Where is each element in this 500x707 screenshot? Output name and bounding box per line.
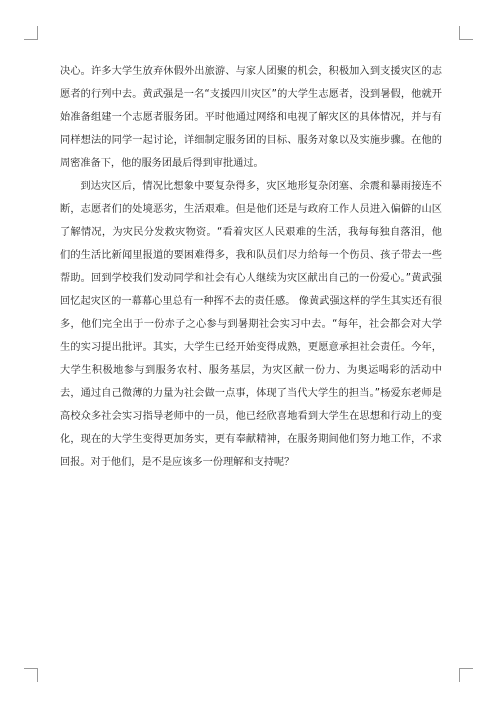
crop-mark-bottom-left [24,668,38,682]
crop-mark-top-right [459,26,473,40]
document-body [60,60,442,474]
crop-mark-top-left [24,26,38,40]
paragraph-2: 到达灾区后，情况比想象中要复杂得多，灾区地形复杂闭塞、余震和暴雨接连不断，志愿者们的处境恶劣，生活艰难。但是他们还是与政府工作人员进入偏僻的山区了解情况，为灾民分发救灾物资。“看着灾区人民艰难的生活，我每每独自落泪，他们的生活比新闻里报道的要困难得多，我和队员们尽力给每一个伤员、孩子带去一些帮助。回到学校我们发动同学和社会有心人继续为灾区献出自己的一份爱心。”黄武强回忆起灾区的一幕幕心里总有一种挥不去的责任感。 像黄武强这样的学生其实还有很多，他们完全出于一份赤子之心参与到暑期社会实习中去。“每年，社会都会对大学生的实习提出批评。其实，大学生已经开始变得成熟，更愿意承担社会责任。今年，大学生积极地参与到服务农村、服务基层，为灾区献一份力、为奥运喝彩的活动中去，通过自己微薄的力量为社会做一点事，体现了当代大学生的担当。”杨爱东老师是高校众多社会实习指导老师中的一员，他已经欣喜地看到大学生在思想和行动上的变化，现在的大学生变得更加务实，更有奉献精神，在服务期间他们努力地工作，不求回报。对于他们，是不是应该多一份理解和支持呢？ [60,181,442,468]
crop-mark-bottom-right [459,668,473,682]
paragraph-1: 决心。许多大学生放弃休假外出旅游、与家人团聚的机会，积极加入到支援灾区的志愿者的行列中去。黄武强是一名“支援四川灾区”的大学生志愿者，没到暑假，他就开始准备组建一个志愿者服务团。平时他通过网络和电视了解灾区的具体情况，并与有同样想法的同学一起讨论，详细制定服务团的目标、服务对象以及实施步骤。在他的周密准备下，他的服务团最后得到审批通过。 [60,66,442,169]
